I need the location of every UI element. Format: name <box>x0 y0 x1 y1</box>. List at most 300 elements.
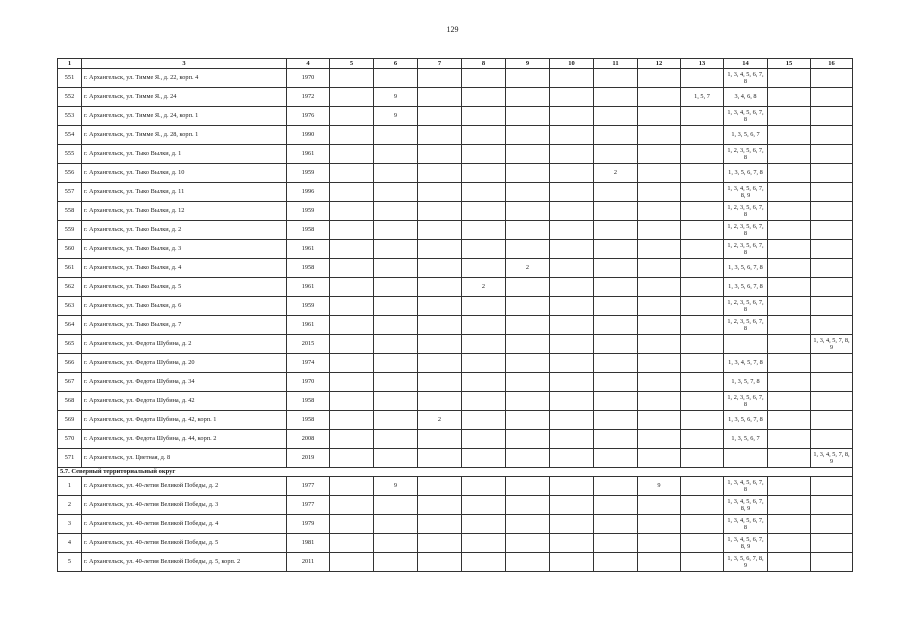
value-cell-c11 <box>594 240 638 259</box>
value-cell-c7 <box>418 430 462 449</box>
value-cell-c14: 1, 2, 3, 5, 6, 7, 8 <box>724 145 768 164</box>
table-row <box>58 145 853 164</box>
table-row <box>58 240 853 259</box>
value-cell-c12 <box>638 107 681 126</box>
value-cell-c16 <box>811 496 853 515</box>
table-row <box>58 259 853 278</box>
value-cell-c9 <box>506 515 550 534</box>
value-cell-c9 <box>506 316 550 335</box>
value-cell-c5 <box>330 373 374 392</box>
value-cell-c6 <box>374 392 418 411</box>
value-cell-c11 <box>594 259 638 278</box>
year-cell: 1961 <box>287 145 330 164</box>
value-cell-c11 <box>594 373 638 392</box>
value-cell-c9 <box>506 145 550 164</box>
value-cell-c10 <box>550 164 594 183</box>
row-number: 554 <box>58 126 82 145</box>
value-cell-c6 <box>374 145 418 164</box>
value-cell-c9 <box>506 221 550 240</box>
row-number: 3 <box>58 515 82 534</box>
value-cell-c10 <box>550 107 594 126</box>
col-header: 16 <box>811 59 853 69</box>
address-cell: г. Архангельск, ул. 40-летия Великой Победы, д. 3 <box>82 496 287 515</box>
value-cell-c5 <box>330 126 374 145</box>
value-cell-c6: 9 <box>374 107 418 126</box>
row-number: 557 <box>58 183 82 202</box>
address-cell: г. Архангельск, ул. 40-летия Великой Победы, д. 5 <box>82 534 287 553</box>
row-number: 558 <box>58 202 82 221</box>
value-cell-c11 <box>594 316 638 335</box>
value-cell-c8 <box>462 534 506 553</box>
value-cell-c9 <box>506 164 550 183</box>
value-cell-c14: 1, 3, 5, 6, 7 <box>724 126 768 145</box>
value-cell-c6 <box>374 430 418 449</box>
value-cell-c12 <box>638 183 681 202</box>
value-cell-c11 <box>594 430 638 449</box>
value-cell-c9 <box>506 373 550 392</box>
table-row <box>58 354 853 373</box>
value-cell-c5 <box>330 534 374 553</box>
value-cell-c13 <box>681 373 724 392</box>
address-cell: г. Архангельск, ул. Тимме Я., д. 24 <box>82 88 287 107</box>
value-cell-c8 <box>462 477 506 496</box>
address-cell: г. Архангельск, ул. Тыко Вылки, д. 3 <box>82 240 287 259</box>
value-cell-c7 <box>418 496 462 515</box>
address-cell: г. Архангельск, ул. Тыко Вылки, д. 7 <box>82 316 287 335</box>
value-cell-c13 <box>681 411 724 430</box>
row-number: 570 <box>58 430 82 449</box>
value-cell-c10 <box>550 202 594 221</box>
value-cell-c16 <box>811 373 853 392</box>
value-cell-c11 <box>594 69 638 88</box>
value-cell-c15 <box>768 335 811 354</box>
table-row <box>58 69 853 88</box>
value-cell-c9 <box>506 335 550 354</box>
value-cell-c13 <box>681 354 724 373</box>
col-header: 10 <box>550 59 594 69</box>
value-cell-c6 <box>374 259 418 278</box>
table-row <box>58 278 853 297</box>
value-cell-c10 <box>550 449 594 468</box>
value-cell-c16: 1, 3, 4, 5, 7, 8, 9 <box>811 449 853 468</box>
value-cell-c11 <box>594 411 638 430</box>
row-number: 1 <box>58 477 82 496</box>
value-cell-c7 <box>418 69 462 88</box>
value-cell-c11 <box>594 392 638 411</box>
address-cell: г. Архангельск, ул. Тыко Вылки, д. 6 <box>82 297 287 316</box>
year-cell: 1958 <box>287 411 330 430</box>
value-cell-c15 <box>768 392 811 411</box>
value-cell-c5 <box>330 496 374 515</box>
value-cell-c11: 2 <box>594 164 638 183</box>
value-cell-c12 <box>638 259 681 278</box>
year-cell: 1979 <box>287 515 330 534</box>
year-cell: 2015 <box>287 335 330 354</box>
address-cell: г. Архангельск, ул. Федота Шубина, д. 42, корп. 1 <box>82 411 287 430</box>
value-cell-c13 <box>681 107 724 126</box>
value-cell-c7 <box>418 316 462 335</box>
value-cell-c15 <box>768 411 811 430</box>
address-cell: г. Архангельск, ул. 40-летия Великой Победы, д. 5, корп. 2 <box>82 553 287 572</box>
table-row <box>58 515 853 534</box>
value-cell-c12 <box>638 278 681 297</box>
value-cell-c15 <box>768 553 811 572</box>
value-cell-c6 <box>374 316 418 335</box>
value-cell-c9: 2 <box>506 259 550 278</box>
value-cell-c14: 1, 3, 4, 5, 6, 7, 8, 9 <box>724 496 768 515</box>
row-number: 568 <box>58 392 82 411</box>
year-cell: 1958 <box>287 221 330 240</box>
value-cell-c12 <box>638 411 681 430</box>
value-cell-c15 <box>768 515 811 534</box>
value-cell-c5 <box>330 202 374 221</box>
value-cell-c9 <box>506 496 550 515</box>
housing-register-table <box>57 58 853 572</box>
value-cell-c13 <box>681 240 724 259</box>
value-cell-c14: 1, 2, 3, 5, 6, 7, 8 <box>724 240 768 259</box>
value-cell-c13 <box>681 145 724 164</box>
value-cell-c15 <box>768 430 811 449</box>
value-cell-c10 <box>550 297 594 316</box>
value-cell-c16 <box>811 145 853 164</box>
value-cell-c10 <box>550 183 594 202</box>
address-cell: г. Архангельск, ул. 40-летия Великой Победы, д. 2 <box>82 477 287 496</box>
row-number: 561 <box>58 259 82 278</box>
value-cell-c11 <box>594 278 638 297</box>
value-cell-c7 <box>418 126 462 145</box>
value-cell-c14: 1, 3, 4, 5, 6, 7, 8 <box>724 515 768 534</box>
table-row <box>58 164 853 183</box>
section-title: 5.7. Северный территориальный округ <box>58 468 853 477</box>
value-cell-c6: 9 <box>374 477 418 496</box>
address-cell: г. Архангельск, ул. Тыко Вылки, д. 11 <box>82 183 287 202</box>
value-cell-c15 <box>768 145 811 164</box>
value-cell-c7 <box>418 164 462 183</box>
value-cell-c15 <box>768 126 811 145</box>
value-cell-c9 <box>506 430 550 449</box>
value-cell-c13: 1, 5, 7 <box>681 88 724 107</box>
value-cell-c9 <box>506 88 550 107</box>
value-cell-c7 <box>418 354 462 373</box>
value-cell-c13 <box>681 316 724 335</box>
col-header: 9 <box>506 59 550 69</box>
table-body-section <box>58 477 853 572</box>
value-cell-c9 <box>506 202 550 221</box>
value-cell-c15 <box>768 221 811 240</box>
value-cell-c9 <box>506 297 550 316</box>
value-cell-c10 <box>550 373 594 392</box>
value-cell-c14: 1, 3, 5, 6, 7, 8, 9 <box>724 553 768 572</box>
row-number: 564 <box>58 316 82 335</box>
value-cell-c14: 1, 2, 3, 5, 6, 7, 8 <box>724 316 768 335</box>
value-cell-c12 <box>638 297 681 316</box>
value-cell-c13 <box>681 221 724 240</box>
value-cell-c16 <box>811 515 853 534</box>
value-cell-c11 <box>594 183 638 202</box>
value-cell-c13 <box>681 183 724 202</box>
value-cell-c10 <box>550 496 594 515</box>
year-cell: 1977 <box>287 496 330 515</box>
value-cell-c12 <box>638 88 681 107</box>
value-cell-c8 <box>462 297 506 316</box>
year-cell: 1959 <box>287 164 330 183</box>
value-cell-c13 <box>681 392 724 411</box>
value-cell-c14: 1, 3, 5, 6, 7, 8 <box>724 164 768 183</box>
section-block <box>58 468 853 477</box>
value-cell-c8 <box>462 145 506 164</box>
value-cell-c13 <box>681 278 724 297</box>
value-cell-c8 <box>462 392 506 411</box>
value-cell-c11 <box>594 297 638 316</box>
table-row <box>58 88 853 107</box>
value-cell-c5 <box>330 107 374 126</box>
value-cell-c15 <box>768 164 811 183</box>
value-cell-c14: 1, 2, 3, 5, 6, 7, 8 <box>724 202 768 221</box>
value-cell-c16 <box>811 477 853 496</box>
table-row <box>58 392 853 411</box>
value-cell-c14: 1, 2, 3, 5, 6, 7, 8 <box>724 221 768 240</box>
value-cell-c7 <box>418 297 462 316</box>
value-cell-c15 <box>768 69 811 88</box>
value-cell-c6 <box>374 515 418 534</box>
col-header: 5 <box>330 59 374 69</box>
row-number: 566 <box>58 354 82 373</box>
value-cell-c14: 1, 3, 4, 5, 6, 7, 8, 9 <box>724 183 768 202</box>
value-cell-c6 <box>374 240 418 259</box>
value-cell-c5 <box>330 69 374 88</box>
value-cell-c12 <box>638 240 681 259</box>
value-cell-c14: 1, 3, 4, 5, 7, 8 <box>724 354 768 373</box>
value-cell-c9 <box>506 411 550 430</box>
value-cell-c9 <box>506 183 550 202</box>
value-cell-c9 <box>506 278 550 297</box>
value-cell-c6 <box>374 553 418 572</box>
value-cell-c5 <box>330 278 374 297</box>
value-cell-c8 <box>462 335 506 354</box>
row-number: 553 <box>58 107 82 126</box>
page-number: 129 <box>446 25 459 34</box>
value-cell-c7 <box>418 373 462 392</box>
table-row <box>58 430 853 449</box>
value-cell-c6 <box>374 278 418 297</box>
value-cell-c10 <box>550 145 594 164</box>
value-cell-c6 <box>374 335 418 354</box>
value-cell-c8 <box>462 183 506 202</box>
col-header: 1 <box>58 59 82 69</box>
col-header: 14 <box>724 59 768 69</box>
value-cell-c13 <box>681 534 724 553</box>
address-cell: г. Архангельск, ул. Тыко Вылки, д. 4 <box>82 259 287 278</box>
year-cell: 1990 <box>287 126 330 145</box>
value-cell-c11 <box>594 496 638 515</box>
value-cell-c11 <box>594 126 638 145</box>
value-cell-c8 <box>462 202 506 221</box>
value-cell-c11 <box>594 553 638 572</box>
value-cell-c14 <box>724 335 768 354</box>
value-cell-c15 <box>768 259 811 278</box>
value-cell-c15 <box>768 354 811 373</box>
value-cell-c5 <box>330 183 374 202</box>
value-cell-c10 <box>550 411 594 430</box>
value-cell-c15 <box>768 373 811 392</box>
address-cell: г. Архангельск, ул. Тыко Вылки, д. 12 <box>82 202 287 221</box>
row-number: 2 <box>58 496 82 515</box>
value-cell-c12 <box>638 126 681 145</box>
table-row <box>58 411 853 430</box>
table-row <box>58 449 853 468</box>
value-cell-c9 <box>506 553 550 572</box>
row-number: 4 <box>58 534 82 553</box>
value-cell-c13 <box>681 164 724 183</box>
value-cell-c16 <box>811 392 853 411</box>
value-cell-c10 <box>550 430 594 449</box>
value-cell-c8 <box>462 126 506 145</box>
value-cell-c8 <box>462 430 506 449</box>
col-header: 8 <box>462 59 506 69</box>
value-cell-c9 <box>506 240 550 259</box>
value-cell-c12 <box>638 145 681 164</box>
value-cell-c13 <box>681 202 724 221</box>
value-cell-c12 <box>638 164 681 183</box>
col-header: 15 <box>768 59 811 69</box>
value-cell-c13 <box>681 69 724 88</box>
value-cell-c15 <box>768 449 811 468</box>
value-cell-c10 <box>550 553 594 572</box>
value-cell-c11 <box>594 354 638 373</box>
value-cell-c15 <box>768 88 811 107</box>
address-cell: г. Архангельск, ул. Федота Шубина, д. 34 <box>82 373 287 392</box>
value-cell-c13 <box>681 449 724 468</box>
col-header: 4 <box>287 59 330 69</box>
value-cell-c9 <box>506 534 550 553</box>
year-cell: 1959 <box>287 297 330 316</box>
address-cell: г. Архангельск, ул. Федота Шубина, д. 44, корп. 2 <box>82 430 287 449</box>
value-cell-c8 <box>462 221 506 240</box>
value-cell-c12 <box>638 553 681 572</box>
table-row <box>58 221 853 240</box>
value-cell-c11 <box>594 515 638 534</box>
address-cell: г. Архангельск, ул. 40-летия Великой Победы, д. 4 <box>82 515 287 534</box>
value-cell-c15 <box>768 202 811 221</box>
value-cell-c7 <box>418 553 462 572</box>
value-cell-c14: 1, 3, 5, 6, 7, 8 <box>724 411 768 430</box>
value-cell-c16 <box>811 316 853 335</box>
value-cell-c11 <box>594 477 638 496</box>
value-cell-c12: 9 <box>638 477 681 496</box>
value-cell-c8 <box>462 240 506 259</box>
value-cell-c11 <box>594 107 638 126</box>
value-cell-c7 <box>418 278 462 297</box>
row-number: 560 <box>58 240 82 259</box>
value-cell-c16 <box>811 534 853 553</box>
value-cell-c14 <box>724 449 768 468</box>
year-cell: 2011 <box>287 553 330 572</box>
value-cell-c8 <box>462 164 506 183</box>
value-cell-c14: 1, 3, 4, 5, 6, 7, 8 <box>724 69 768 88</box>
value-cell-c16 <box>811 240 853 259</box>
address-cell: г. Архангельск, ул. Цветная, д. 8 <box>82 449 287 468</box>
value-cell-c13 <box>681 335 724 354</box>
value-cell-c7 <box>418 107 462 126</box>
value-cell-c8 <box>462 354 506 373</box>
year-cell: 1961 <box>287 278 330 297</box>
value-cell-c12 <box>638 430 681 449</box>
value-cell-c5 <box>330 164 374 183</box>
table-row <box>58 107 853 126</box>
value-cell-c8 <box>462 107 506 126</box>
value-cell-c5 <box>330 335 374 354</box>
value-cell-c14: 1, 2, 3, 5, 6, 7, 8 <box>724 297 768 316</box>
row-number: 555 <box>58 145 82 164</box>
address-cell: г. Архангельск, ул. Тыко Вылки, д. 2 <box>82 221 287 240</box>
value-cell-c14: 3, 4, 6, 8 <box>724 88 768 107</box>
value-cell-c15 <box>768 183 811 202</box>
value-cell-c12 <box>638 202 681 221</box>
value-cell-c8 <box>462 88 506 107</box>
value-cell-c5 <box>330 430 374 449</box>
value-cell-c15 <box>768 534 811 553</box>
table-row <box>58 477 853 496</box>
value-cell-c8 <box>462 496 506 515</box>
value-cell-c6 <box>374 373 418 392</box>
year-cell: 1970 <box>287 373 330 392</box>
value-cell-c16 <box>811 278 853 297</box>
value-cell-c11 <box>594 88 638 107</box>
value-cell-c6 <box>374 221 418 240</box>
col-header: 7 <box>418 59 462 69</box>
value-cell-c15 <box>768 297 811 316</box>
value-cell-c8 <box>462 411 506 430</box>
year-cell: 2008 <box>287 430 330 449</box>
table-row <box>58 373 853 392</box>
value-cell-c6 <box>374 534 418 553</box>
value-cell-c5 <box>330 88 374 107</box>
year-cell: 1958 <box>287 259 330 278</box>
value-cell-c12 <box>638 392 681 411</box>
table-row <box>58 534 853 553</box>
value-cell-c12 <box>638 373 681 392</box>
value-cell-c7: 2 <box>418 411 462 430</box>
value-cell-c12 <box>638 496 681 515</box>
value-cell-c7 <box>418 88 462 107</box>
value-cell-c5 <box>330 477 374 496</box>
value-cell-c11 <box>594 145 638 164</box>
value-cell-c7 <box>418 335 462 354</box>
value-cell-c14: 1, 3, 5, 6, 7 <box>724 430 768 449</box>
value-cell-c11 <box>594 202 638 221</box>
value-cell-c12 <box>638 354 681 373</box>
value-cell-c10 <box>550 515 594 534</box>
col-header: 11 <box>594 59 638 69</box>
row-number: 5 <box>58 553 82 572</box>
value-cell-c9 <box>506 392 550 411</box>
table-row <box>58 126 853 145</box>
row-number: 552 <box>58 88 82 107</box>
value-cell-c16 <box>811 297 853 316</box>
value-cell-c12 <box>638 335 681 354</box>
address-cell: г. Архангельск, ул. Тимме Я., д. 22, корп. 4 <box>82 69 287 88</box>
value-cell-c15 <box>768 107 811 126</box>
value-cell-c16 <box>811 202 853 221</box>
year-cell: 1958 <box>287 392 330 411</box>
value-cell-c5 <box>330 449 374 468</box>
value-cell-c16 <box>811 164 853 183</box>
value-cell-c16 <box>811 126 853 145</box>
value-cell-c13 <box>681 496 724 515</box>
value-cell-c6: 9 <box>374 88 418 107</box>
year-cell: 1996 <box>287 183 330 202</box>
value-cell-c7 <box>418 515 462 534</box>
